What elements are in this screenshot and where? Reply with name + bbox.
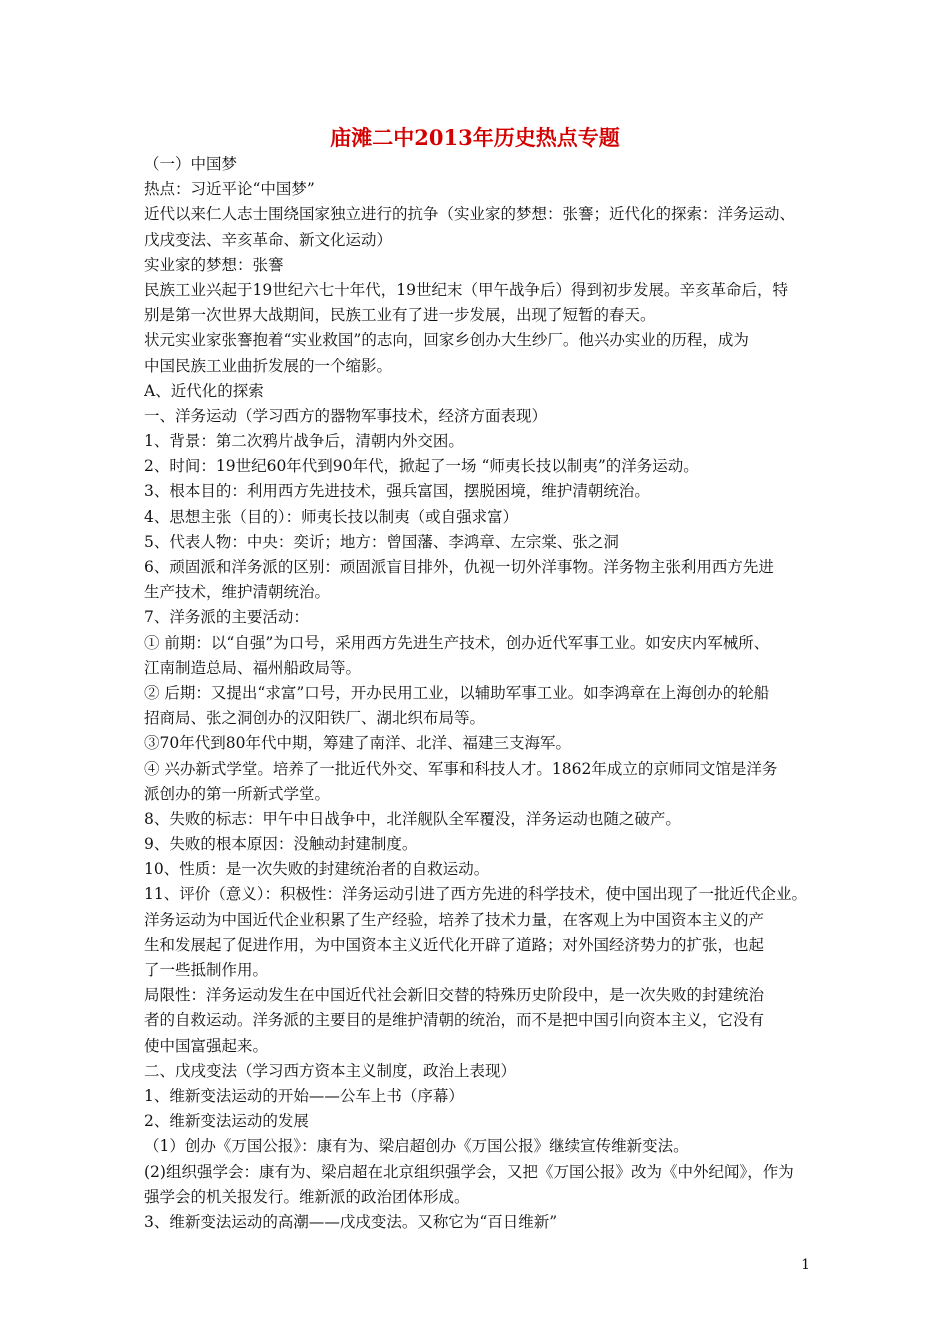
text-line: 派创办的第一所新式学堂。 <box>144 784 331 803</box>
text-line: 2、维新变法运动的发展 <box>144 1112 309 1131</box>
text-line: 实业家的梦想：张謇 <box>144 255 284 274</box>
text-line: 局限性：洋务运动发生在中国近代社会新旧交替的特殊历史阶段中，是一次失败的封建统治 <box>144 986 765 1005</box>
text-line: 二、戊戌变法（学习西方资本主义制度，政治上表现） <box>144 1061 517 1080</box>
text-line: 4、思想主张（目的）：师夷长技以制夷（或自强求富） <box>144 507 519 526</box>
text-line: 1、维新变法运动的开始——公车上书（序幕） <box>144 1086 464 1105</box>
text-line: 5、代表人物：中央：奕䜣；地方：曾国藩、李鸿章、左宗棠、张之洞 <box>144 532 619 551</box>
text-line: 7、洋务派的主要活动： <box>144 608 309 627</box>
text-line: 6、顽固派和洋务派的区别：顽固派盲目排外，仇视一切外洋事物。洋务物主张利用西方先进 <box>144 558 774 576</box>
text-line: 热点：习近平论“中国梦” <box>144 180 315 199</box>
document-body <box>144 152 824 1235</box>
text-line: 1、背景：第二次鸦片战争后，清朝内外交困。 <box>144 432 464 451</box>
text-line: A、近代化的探索 <box>144 381 264 400</box>
text-line: 3、维新变法运动的高潮——戊戌变法。又称它为“百日维新” <box>144 1212 558 1231</box>
text-line: （一）中国梦 <box>144 155 238 173</box>
text-line: ③70年代到80年代中期，筹建了南洋、北洋、福建三支海军。 <box>144 734 571 753</box>
text-line: 2、时间：19世纪60年代到90年代，掀起了一场 “师夷长技以制夷”的洋务运动。 <box>144 457 699 476</box>
text-line: （1）创办《万国公报》：康有为、梁启超创办《万国公报》继续宣传维新变法。 <box>144 1137 689 1156</box>
text-line: 近代以来仁人志士围绕国家独立进行的抗争（实业家的梦想：张謇；近代化的探索：洋务运动、 <box>144 205 796 224</box>
text-line: ① 前期：以“自强”为口号，采用西方先进生产技术，创办近代军事工业。如安庆内军械所、 <box>144 633 770 652</box>
text-line: 民族工业兴起于19世纪六七十年代，19世纪末（甲午战争后）得到初步发展。辛亥革命后，特 <box>144 280 788 299</box>
text-line: 生和发展起了促进作用，为中国资本主义近代化开辟了道路；对外国经济势力的扩张，也起 <box>144 935 765 954</box>
text-line: 别是第一次世界大战期间，民族工业有了进一步发展，出现了短暂的春天。 <box>144 306 656 325</box>
text-line: 招商局、张之洞创办的汉阳铁厂、湖北织布局等。 <box>144 709 486 728</box>
text-line: 洋务运动为中国近代企业积累了生产经验，培养了技术力量，在客观上为中国资本主义的产 <box>144 910 765 929</box>
text-line: 生产技术，维护清朝统治。 <box>144 583 331 602</box>
text-line: 使中国富强起来。 <box>144 1036 269 1055</box>
text-line: 10、性质：是一次失败的封建统治者的自救运动。 <box>144 860 490 879</box>
text-line: 8、失败的标志：甲午中日战争中，北洋舰队全军覆没，洋务运动也随之破产。 <box>144 809 681 828</box>
text-line: 9、失败的根本原因：没触动封建制度。 <box>144 835 418 854</box>
text-line: 一、洋务运动（学习西方的器物军事技术，经济方面表现） <box>144 406 548 425</box>
text-line: (2)组织强学会：康有为、梁启超在北京组织强学会，又把《万国公报》改为《中外纪闻》，作为 <box>144 1162 794 1181</box>
text-line: 3、根本目的：利用西方先进技术，强兵富国，摆脱困境，维护清朝统治。 <box>144 482 650 501</box>
text-line: 11、评价（意义）：积极性：洋务运动引进了西方先进的科学技术，使中国出现了一批近代企业。 <box>144 885 807 904</box>
text-line: 中国民族工业曲折发展的一个缩影。 <box>144 356 393 375</box>
text-line: 了一些抵制作用。 <box>144 961 269 979</box>
text-line: ② 后期：又提出“求富”口号，开办民用工业，以辅助军事工业。如李鸿章在上海创办的轮船 <box>144 683 770 702</box>
text-line: 戊戌变法、辛亥革命、新文化运动） <box>144 230 393 249</box>
page-number: 1 <box>801 1257 810 1273</box>
text-line: 江南制造总局、福州船政局等。 <box>144 658 362 677</box>
document-title: 庙滩二中2013年历史热点专题 <box>330 125 620 150</box>
text-line: 强学会的机关报发行。维新派的政治团体形成。 <box>144 1187 470 1206</box>
text-line: 状元实业家张謇抱着“实业救国”的志向，回家乡创办大生纱厂。他兴办实业的历程，成为 <box>144 331 749 350</box>
text-line: 者的自救运动。洋务派的主要目的是维护清朝的统治，而不是把中国引向资本主义，它没有 <box>144 1011 765 1030</box>
text-line: ④ 兴办新式学堂。培养了一批近代外交、军事和科技人才。1862年成立的京师同文馆是洋务 <box>144 759 778 778</box>
